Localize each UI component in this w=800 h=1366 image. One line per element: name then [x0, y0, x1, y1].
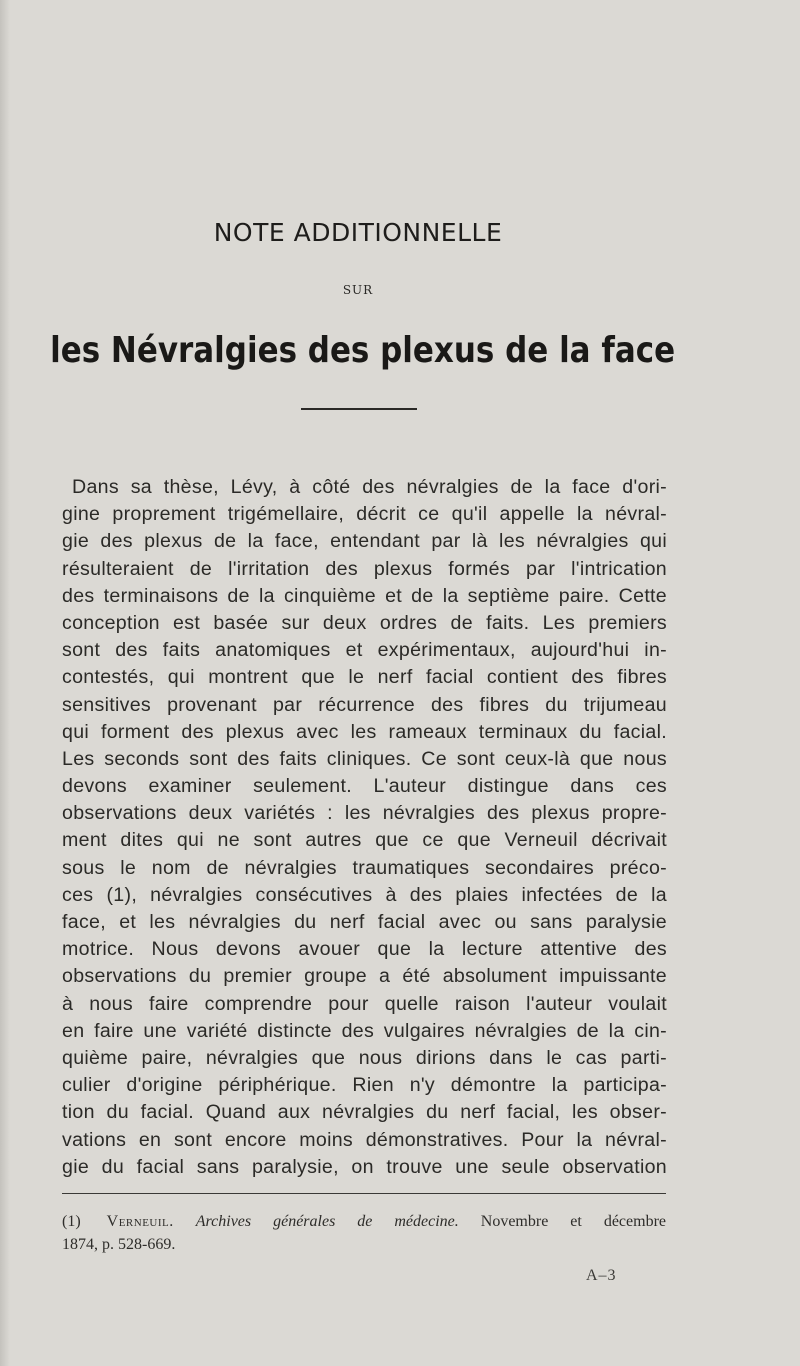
- body-line: gie des plexus de la face, entendant par là les névralgies qui: [62, 530, 667, 553]
- body-line: devons examiner seulement. L'auteur distingue dans ces: [62, 775, 667, 798]
- title-divider: [301, 408, 417, 410]
- footnote-line-1: [62, 1210, 666, 1233]
- footnote-line-2: 1874, p. 528-669.: [62, 1236, 176, 1253]
- body-line: à nous faire comprendre pour quelle raison l'auteur voulait: [62, 992, 667, 1015]
- title-connector: SUR: [342, 283, 374, 297]
- body-line: motrice. Nous devons avouer que la lecture attentive des: [62, 938, 667, 961]
- body-line: observations deux variétés : les névralgies des plexus propre-: [62, 802, 667, 825]
- footnote-author: Verneuil.: [106, 1213, 174, 1230]
- body-line: gine proprement trigémellaire, décrit ce qu'il appelle la névral-: [62, 503, 667, 526]
- body-line: tion du facial. Quand aux névralgies du nerf facial, les obser-: [62, 1101, 667, 1124]
- footnote-journal: Archives générales de médecine.: [195, 1213, 459, 1230]
- body-line: conception est basée sur deux ordres de faits. Les premiers: [62, 611, 667, 634]
- article-subtitle: les Névralgies des plexus de la face: [50, 330, 676, 371]
- body-line: observations du premier groupe a été absolument impuissante: [62, 965, 667, 988]
- body-line: sensitives provenant par récurrence des fibres du trijumeau: [62, 693, 667, 716]
- body-line: ment dites qui ne sont autres que ce que Verneuil décrivait: [62, 829, 667, 852]
- page-edge-shadow: [0, 0, 10, 1366]
- body-line: contestés, qui montrent que le nerf facial contient des fibres: [62, 666, 667, 689]
- footnote-date: Novembre et décembre: [480, 1213, 666, 1230]
- signature-mark: A–3: [586, 1267, 617, 1284]
- section-title: NOTE ADDITIONNELLE: [213, 218, 503, 247]
- body-line: résulteraient de l'irritation des plexus formés par l'intrication: [62, 557, 667, 580]
- body-line: Dans sa thèse, Lévy, à côté des névralgies de la face d'ori-: [72, 476, 667, 498]
- footnote: [62, 1210, 666, 1256]
- body-paragraph: [62, 474, 667, 1181]
- footnote-marker: (1): [62, 1213, 81, 1230]
- body-line: Les seconds sont des faits cliniques. Ce sont ceux-là que nous: [62, 747, 667, 770]
- body-line: des terminaisons de la cinquième et de la septième paire. Cette: [62, 584, 667, 607]
- body-line: en faire une variété distincte des vulgaires névralgies de la cin-: [62, 1019, 667, 1042]
- body-line: quième paire, névralgies que nous dirions dans le cas parti-: [62, 1046, 667, 1069]
- body-line: sont des faits anatomiques et expérimentaux, aujourd'hui in-: [62, 639, 667, 662]
- body-line: ces (1), névralgies consécutives à des plaies infectées de la: [62, 883, 667, 906]
- body-line: vations en sont encore moins démonstratives. Pour la névral-: [62, 1128, 667, 1151]
- body-line: qui forment des plexus avec les rameaux terminaux du facial.: [62, 720, 667, 743]
- body-line: culier d'origine périphérique. Rien n'y démontre la participa-: [62, 1074, 667, 1097]
- body-line: gie du facial sans paralysie, on trouve une seule observation: [62, 1155, 667, 1178]
- body-line: sous le nom de névralgies traumatiques secondaires préco-: [62, 856, 667, 879]
- body-line: face, et les névralgies du nerf facial avec ou sans paralysie: [62, 911, 667, 933]
- footnote-divider: [62, 1193, 666, 1194]
